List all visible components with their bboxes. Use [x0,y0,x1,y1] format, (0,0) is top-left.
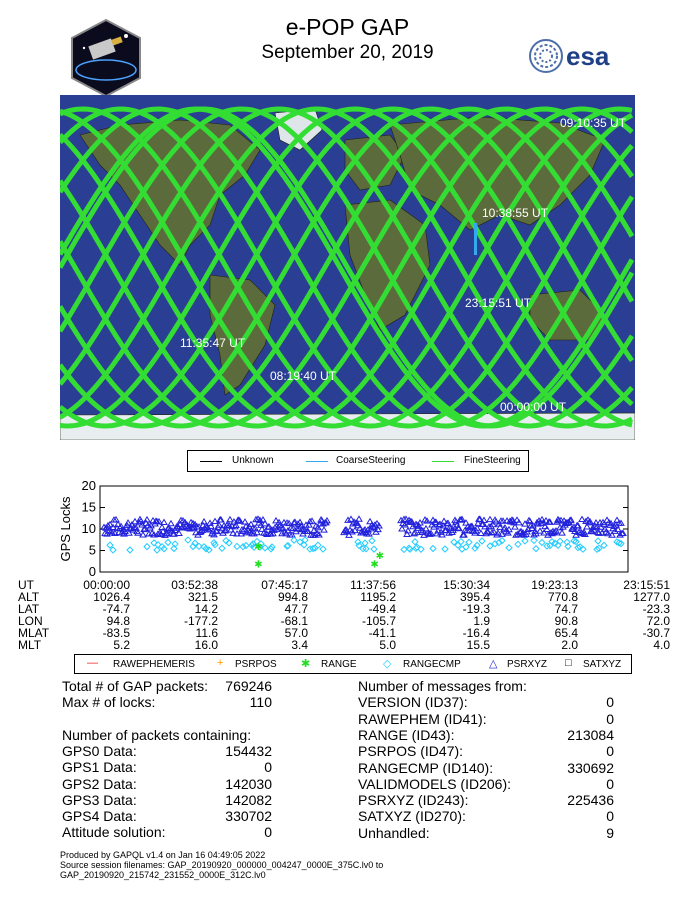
psrxyz-point [168,521,174,526]
ephemeris-cell: 72.0 [646,614,670,628]
ephemeris-cell: 19:23:13 [531,578,578,592]
stat-value: 330692 [567,759,614,776]
ephemeris-cell: 4.0 [653,638,670,652]
rangecmp-point [161,546,167,552]
rangecmp-point [430,545,436,551]
legend-label: RANGE [321,659,357,670]
legend-label: PSRXYZ [507,659,548,670]
rangecmp-point [522,538,528,544]
page-date: September 20, 2019 [261,42,434,63]
rangecmp-point [151,540,157,546]
stat-label: Unhandled: [358,824,430,841]
stat-value: 0 [606,694,614,711]
rangecmp-point [413,545,419,551]
map-time-label: 23:15:51 UT [465,296,532,310]
stat-value: 0 [264,824,272,841]
stat-label: RAWEPHEM (ID41): [358,710,487,727]
ephemeris-row-label: MLT [18,638,42,652]
ephemeris-cell: 1277.0 [633,590,670,604]
stat-value: 142030 [225,775,272,792]
map-legend [187,450,529,472]
rangecmp-point [203,546,209,552]
rangecmp-point [601,542,607,548]
stat-label: GPS0 Data: [62,742,137,759]
rangecmp-point [320,546,326,552]
ephemeris-cell: 770.8 [547,590,578,604]
legend-line-fine [432,461,454,462]
legend-label: FineSteering [464,455,521,466]
stat-value: 142082 [225,791,272,808]
y-tick-label: 20 [81,478,96,493]
ephemeris-cell: 47.7 [284,602,308,616]
ephemeris-cell: -68.1 [280,614,308,628]
y-tick-label: 0 [88,564,96,579]
ephemeris-row-label: ALT [18,590,40,604]
orbit-map [60,95,635,440]
map-time-label: 00:00:00 UT [500,400,567,414]
stat-value: 0 [264,759,272,776]
rangecmp-point [127,547,133,553]
stat-value: 769246 [225,678,272,694]
rangecmp-point [315,542,321,548]
packet-stats [0,678,695,848]
range-point: ✱ [370,559,379,571]
footer [60,850,660,880]
ephemeris-cell: -19.3 [462,602,490,616]
ephemeris-row [0,604,695,615]
ephemeris-cell: -41.1 [368,626,396,640]
ephemeris-cell: 1.9 [473,614,490,628]
legend-label: RANGECMP [403,659,461,670]
rangecmp-point [291,537,297,543]
satxyz-marker: □ [565,657,572,669]
rangecmp-point [531,537,537,543]
ephemeris-cell: 5.2 [113,638,130,652]
ephemeris-cell: 90.8 [554,614,578,628]
ephemeris-cell: 11.6 [195,626,218,640]
ephemeris-cell: 994.8 [277,590,308,604]
ephemeris-cell: -49.4 [368,602,396,616]
stat-value: 330702 [225,808,272,825]
ephemeris-cell: 5.0 [379,638,396,652]
ephemeris-cell: 03:52:38 [171,578,218,592]
stat-label: PSRPOS (ID47): [358,743,464,760]
stat-value: 0 [606,710,614,727]
rangecmp-point [243,543,249,549]
stat-value: 154432 [225,742,272,759]
rangecmp-point [418,546,424,552]
rangecmp-point [206,547,212,553]
range-point: ✱ [375,550,385,562]
ephemeris-row-label: UT [18,578,34,592]
ephemeris-cell: -16.4 [462,626,490,640]
ephemeris-cell: 07:45:17 [261,578,308,592]
ephemeris-cell: 94.8 [106,614,130,628]
footer-produced: Produced by GAPQL v1.4 on Jan 16 04:49:05 2022 [60,850,266,860]
ephemeris-cell: 15.5 [466,638,490,652]
legend-line-unknown [200,461,222,462]
rangecmp-point [479,538,485,544]
psrxyz-marker: △ [489,658,498,670]
stat-label: GPS1 Data: [62,759,137,776]
rangecmp-point [159,544,165,550]
stat-label: Number of messages from: [358,678,527,694]
ephemeris-cell: 2.0 [561,638,578,652]
ephemeris-cell: 23:15:51 [623,578,670,592]
ephemeris-cell: -23.3 [642,602,670,616]
ephemeris-cell: 321.5 [187,590,218,604]
ephemeris-cell: 16.0 [194,638,218,652]
footer-source: Source session filenames: GAP_20190920_000000_004247_0000E_375C.lv0 to [60,860,384,870]
stat-value: 213084 [567,726,614,743]
rangecmp-point [459,546,465,552]
stat-label: RANGE (ID43): [358,726,455,743]
rangecmp-point [165,539,171,545]
y-tick-label: 10 [81,521,96,536]
legend-label: CoarseSteering [336,455,406,466]
ephemeris-cell: 11:37:56 [350,578,396,592]
coarse-steering-segment [474,223,477,255]
page-title: e-POP GAP [285,14,410,40]
stat-label: Attitude solution: [62,824,166,841]
ephemeris-table [0,580,695,650]
stat-label: VALIDMODELS (ID206): [358,775,512,792]
rangecmp-point [539,540,545,546]
psrxyz-point [227,517,233,522]
ephemeris-row-label: LON [18,614,43,628]
stat-value: 0 [606,775,614,792]
ephemeris-cell: -83.5 [102,626,130,640]
stat-value: 0 [606,743,614,760]
psrpos-marker: + [217,657,224,669]
rangecmp-point [442,546,448,552]
series-legend [74,654,632,674]
rawephemeris-marker: — [87,657,98,669]
map-time-label: 08:19:40 UT [270,369,337,383]
esa-logo [528,36,638,76]
ephemeris-cell: 65.4 [554,626,578,640]
map-time-label: 09:10:35 UT [560,116,627,130]
stat-label: GPS4 Data: [62,808,137,825]
stat-label: Max # of locks: [62,694,156,711]
stat-label: RANGECMP (ID140): [358,759,494,776]
map-time-label: 11:35:47 UT [180,336,246,350]
y-axis-label: GPS Locks [58,496,73,562]
rangecmp-point [515,541,521,547]
rangecmp-point [533,546,539,552]
ephemeris-row-label: LAT [18,602,40,616]
psrxyz-point [208,523,214,528]
map-time-label: 10:38:55 UT [482,206,549,220]
psrxyz-point [487,517,493,522]
psrxyz-point [161,520,167,525]
psrxyz-point [356,516,362,521]
rangecmp-point [219,545,225,551]
psrxyz-point [159,524,165,529]
footer-source-cont: GAP_20190920_215742_231552_0000E_312C.lv0 [60,870,266,880]
rangecmp-point [401,546,407,552]
ephemeris-cell: -74.7 [102,602,130,616]
legend-label: Unknown [232,455,274,466]
stat-value: 225436 [567,792,614,809]
rangecmp-point [154,547,160,553]
epop-mission-logo [66,18,146,98]
rangecmp-marker: ◇ [383,658,392,670]
ephemeris-cell: 395.4 [459,590,490,604]
ephemeris-cell: -105.7 [361,614,396,628]
range-marker: ✱ [301,658,311,670]
ephemeris-cell: 74.7 [554,602,578,616]
rangecmp-point [407,546,413,552]
ephemeris-cell: 15:30:34 [443,578,490,592]
ephemeris-cell: 57.0 [284,626,308,640]
rangecmp-point [240,544,246,550]
rangecmp-point [185,537,191,543]
legend-line-coarse [306,461,328,462]
legend-label: SATXYZ [583,659,622,670]
ephemeris-row-label: MLAT [18,626,50,640]
ephemeris-cell: 3.4 [291,638,308,652]
rangecmp-point [155,542,161,548]
rangecmp-point [406,545,412,551]
stat-label: Number of packets containing: [62,726,252,743]
range-point: ✱ [254,559,263,571]
stat-label: GPS3 Data: [62,791,137,808]
rangecmp-point [144,544,150,550]
stat-value: 0 [606,808,614,825]
stat-label: SATXYZ (ID270): [358,808,466,825]
stat-label: Total # of GAP packets: [62,678,209,694]
ephemeris-row [0,628,695,639]
range-point: ✱ [254,542,263,554]
gps-locks-chart [56,478,646,588]
ephemeris-cell: 1195.2 [360,590,396,604]
rangecmp-point [369,538,375,544]
stat-label: PSRXYZ (ID243): [358,792,469,809]
y-tick-label: 5 [88,542,96,558]
ephemeris-cell: 14.2 [194,602,218,616]
esa-logo-text: esa [566,41,610,71]
rangecmp-point [234,543,240,549]
ephemeris-cell: 1026.4 [93,590,130,604]
legend-label: RAWEPHEMERIS [113,659,195,670]
stat-label: VERSION (ID37): [358,694,468,711]
stat-value: 110 [249,694,272,711]
psrxyz-point [144,517,150,522]
ephemeris-cell: -177.2 [183,614,218,628]
stat-label: GPS2 Data: [62,775,137,792]
legend-label: PSRPOS [235,659,277,670]
stat-value: 9 [606,824,614,841]
ephemeris-cell: 00:00:00 [83,578,130,592]
ephemeris-row [0,640,695,651]
psrxyz-point [321,527,327,532]
psrxyz-point [559,530,565,535]
rangecmp-point [506,545,512,551]
ephemeris-cell: -30.7 [642,626,670,640]
rangecmp-point [595,538,601,544]
psrxyz-point [242,519,248,524]
y-tick-label: 15 [81,499,96,515]
